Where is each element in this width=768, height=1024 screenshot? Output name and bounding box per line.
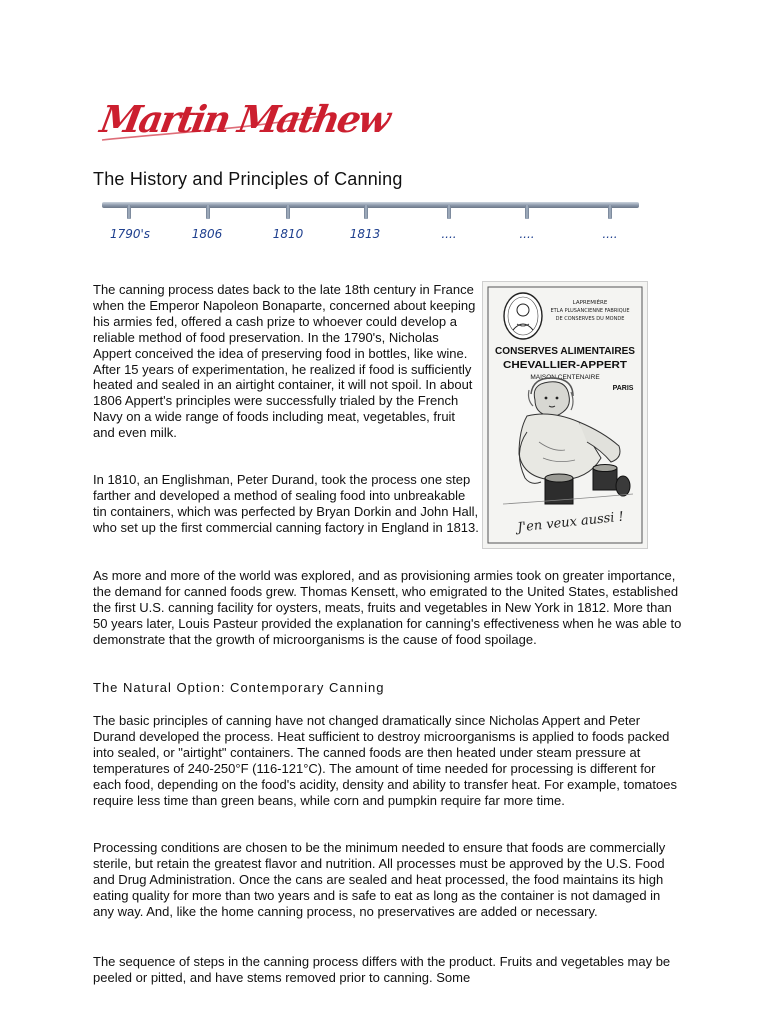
timeline-label-more-2[interactable]: ....: [519, 227, 535, 241]
ad-brand-line-1: CONSERVES ALIMENTAIRES: [495, 345, 635, 357]
timeline-tick: [447, 205, 451, 219]
ad-top-line-3: DE CONSERVES DU MONDE: [555, 316, 625, 322]
timeline-tick: [525, 205, 529, 219]
ad-brand-line-3: MAISON CENTENAIRE: [530, 374, 600, 381]
paragraph-4: The basic principles of canning have not changed dramatically since Nicholas Appert and Peter Durand developed the process. Heat sufficient to destroy microorganisms is applied to foods packed into sealed, or "airtight" containers. The canned foods are then heated under steam pressure at temperatures of 240-250°F (116-121°C). The amount of time needed for processing is different for each food, depending on the food's acidity, density and ability to transfer heat. For example, tomatoes require less time than green beans, while corn and pumpkin require far more time.: [93, 713, 677, 808]
ad-top-line-2: ETLA PLUSANCIENNE FABRIQUE: [550, 308, 630, 314]
timeline-label-1806[interactable]: 1806: [191, 227, 223, 241]
timeline-label-1810[interactable]: 1810: [272, 227, 304, 241]
paragraph-5: Processing conditions are chosen to be the minimum needed to ensure that foods are commercially sterile, but retain the greatest flavor and nutrition. All processes must be approved by the U.S. Food and Drug Administration. Once the cans are sealed and heat processed, the food maintains its high eating quality for more than two years and is safe to eat as long as the container is not damaged in any way. And, like the home canning process, no preservatives are added or necessary.: [93, 840, 666, 919]
timeline-label-1813[interactable]: 1813: [349, 227, 381, 241]
timeline-tick: [364, 205, 368, 219]
ad-city: PARIS: [612, 385, 634, 392]
timeline-tick: [286, 205, 290, 219]
timeline-tick: [127, 205, 131, 219]
martin-mathew-logo: [96, 90, 392, 148]
paragraph-1: The canning process dates back to the late 18th century in France when the Emperor Napoleon Bonaparte, concerned about keeping his armies fed, offered a cash prize to whoever could develop a reliable method of food preservation. In the 1790's, Nicholas Appert conceived the idea of preserving food in bottles, like wine. After 15 years of experimentation, he realized if food is sufficiently heated and sealed in an airtight container, it will not spoil. In about 1806 Appert's principles were successfully trialed by the French Navy on a wide range of foods including meat, vegetables, fruit and even milk.: [93, 282, 476, 441]
ad-caption: J'en veux aussi !: [516, 509, 625, 536]
portrait-medallion: [504, 293, 542, 339]
svg-text:Martin Mathew: Martin Mathew: [97, 97, 392, 141]
appert-advertisement-image: [482, 281, 648, 549]
timeline-label-1790s[interactable]: 1790's: [109, 227, 151, 241]
timeline-bar: [102, 202, 639, 208]
timeline-tick: [206, 205, 210, 219]
ad-brand-line-2: CHEVALLIER-APPERT: [503, 359, 628, 371]
paragraph-3: As more and more of the world was explored, and as provisioning armies took on greater importance, the demand for canned foods grew. Thomas Kensett, who emigrated to the United States, established the first U.S. canning facility for oysters, meats, fruits and vegetables in New York in 1812. More than 50 years later, Louis Pasteur provided the explanation for canning's effectiveness when he was able to demonstrate that the growth of microorganisms is the cause of food spoilage.: [93, 568, 682, 647]
ad-top-line-1: LAPREMIÈRE: [572, 300, 608, 306]
page-title: The History and Principles of Canning: [93, 169, 403, 189]
timeline-label-more-1[interactable]: ....: [441, 227, 457, 241]
timeline-label-more-3[interactable]: ....: [602, 227, 618, 241]
paragraph-2: In 1810, an Englishman, Peter Durand, took the process one step farther and developed a method of sealing food into unbreakable tin containers, which was perfected by Bryan Dorkin and John Hall, who set up the first commercial canning factory in England in 1813.: [93, 472, 479, 535]
section-subheading: The Natural Option: Contemporary Canning: [93, 680, 385, 695]
paragraph-6: The sequence of steps in the canning process differs with the product. Fruits and vegetables may be peeled or pitted, and have stems removed prior to canning. Some: [93, 954, 671, 985]
timeline: [96, 196, 641, 246]
timeline-tick: [608, 205, 612, 219]
